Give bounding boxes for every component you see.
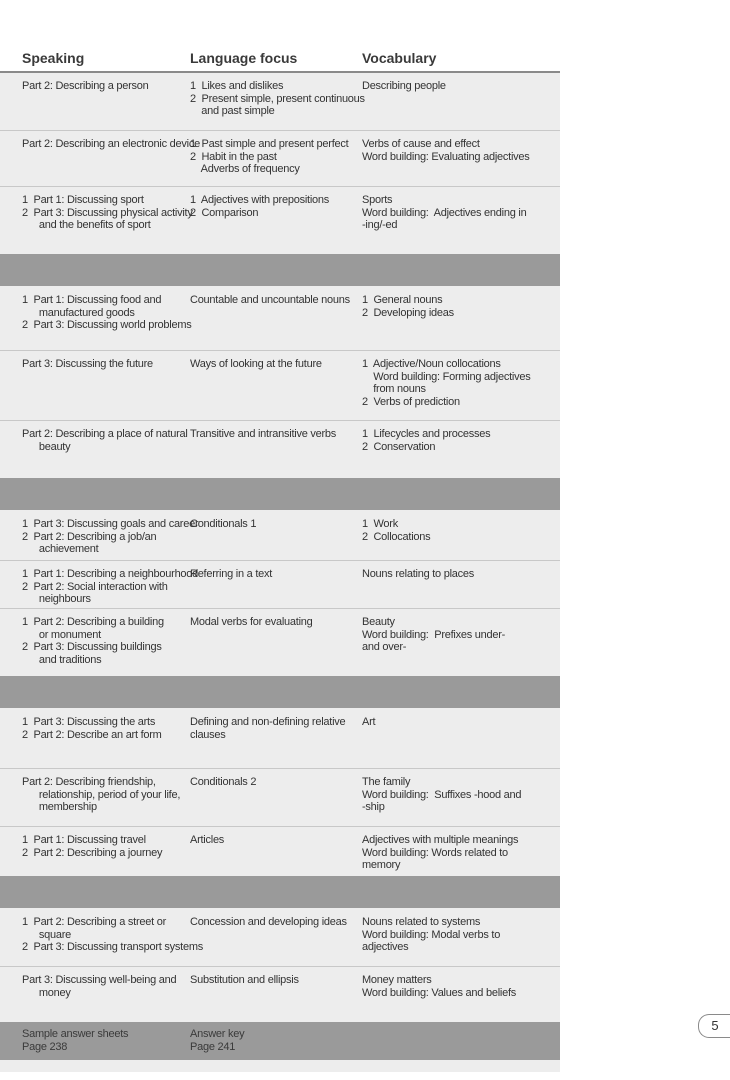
vocabulary-cell xyxy=(362,294,552,319)
cell-line: 2 Verbs of prediction xyxy=(362,395,460,408)
cell-line: 1 Past simple and present perfect xyxy=(190,138,349,150)
cell-line: 1 Likes and dislikes xyxy=(190,80,284,92)
table-row xyxy=(0,768,560,827)
speaking-cell xyxy=(22,616,184,666)
table-row xyxy=(0,130,560,187)
speaking-cell xyxy=(22,294,192,332)
column-header-vocabulary: Vocabulary xyxy=(362,50,437,66)
vocabulary-cell xyxy=(362,358,552,408)
language-focus-cell xyxy=(190,568,362,581)
table-row xyxy=(0,560,560,609)
vocabulary-cell xyxy=(362,80,552,93)
vocabulary-cell xyxy=(362,776,552,814)
cell-line: achievement xyxy=(22,543,99,555)
cell-line: neighbours xyxy=(22,593,91,605)
language-focus-cell xyxy=(190,294,362,307)
page-number-tab: 5 xyxy=(698,1014,730,1038)
language-focus-cell xyxy=(190,428,362,441)
cell-line: 1 Adjective/Noun collocations xyxy=(362,358,501,370)
cell-line: Referring in a text xyxy=(190,568,273,580)
speaking-cell xyxy=(22,428,188,453)
table-row xyxy=(0,350,560,421)
footer-line: Answer key xyxy=(190,1028,245,1040)
vocabulary-cell xyxy=(362,716,552,729)
cell-line: from nouns xyxy=(362,383,426,395)
cell-line: Part 2: Describing a place of natural xyxy=(22,428,188,440)
cell-line: Part 3: Discussing the future xyxy=(22,358,153,370)
speaking-cell xyxy=(22,568,199,606)
language-focus-cell xyxy=(190,916,362,929)
cell-line: 2 Part 3: Discussing transport systems xyxy=(22,941,203,953)
cell-line: -ship xyxy=(362,801,385,813)
cell-line: Describing people xyxy=(362,80,446,92)
cell-line: Beauty xyxy=(362,616,395,628)
cell-line: 1 Part 2: Describing a street or xyxy=(22,916,166,928)
language-focus-cell xyxy=(190,974,362,987)
column-header-language-focus: Language focus xyxy=(190,50,298,66)
cell-line: 1 Lifecycles and processes xyxy=(362,428,491,440)
cell-line: Word building: Forming adjectives xyxy=(362,370,531,383)
cell-line: Transitive and intransitive verbs xyxy=(190,428,337,440)
cell-line: Word building: Suffixes -hood and xyxy=(362,788,522,801)
cell-line: Word building: Modal verbs to xyxy=(362,928,501,941)
footer-line: Sample answer sheets xyxy=(22,1028,129,1040)
footer-answer-key xyxy=(190,1028,362,1053)
cell-line: Adjectives with multiple meanings xyxy=(362,834,519,846)
cell-line: 2 Developing ideas xyxy=(362,306,454,319)
cell-line: Part 2: Describing a person xyxy=(22,80,149,92)
cell-line: relationship, period of your life, xyxy=(22,788,181,801)
vocabulary-cell xyxy=(362,834,552,872)
cell-line: Sports xyxy=(362,194,393,206)
footer-line: Page 241 xyxy=(190,1040,236,1053)
cell-line: Word building: Evaluating adjectives xyxy=(362,150,530,163)
cell-line: clauses xyxy=(190,728,226,741)
cell-line: 2 Part 3: Discussing physical activity xyxy=(22,206,193,219)
cell-line: 1 General nouns xyxy=(362,294,443,306)
cell-line: or monument xyxy=(22,628,101,641)
speaking-cell xyxy=(22,916,203,954)
speaking-cell xyxy=(22,776,184,814)
cell-line: and traditions xyxy=(22,653,102,666)
language-focus-cell xyxy=(190,518,362,531)
speaking-cell xyxy=(22,138,200,151)
speaking-cell xyxy=(22,358,184,371)
cell-line: Art xyxy=(362,716,376,728)
cell-line: Substitution and ellipsis xyxy=(190,974,299,986)
cell-line: 2 Present simple, present continuous xyxy=(190,92,365,105)
cell-line: Adverbs of frequency xyxy=(190,163,300,175)
cell-line: 1 Part 1: Discussing travel xyxy=(22,834,146,846)
cell-line: money xyxy=(22,986,71,999)
cell-line: and over- xyxy=(362,641,407,653)
cell-line: 2 Comparison xyxy=(190,206,259,219)
cell-line: Word building: Words related to xyxy=(362,846,508,859)
cell-line: 2 Conservation xyxy=(362,440,436,453)
cell-line: 2 Part 3: Discussing buildings xyxy=(22,641,162,653)
speaking-cell xyxy=(22,80,184,93)
table-row xyxy=(0,908,560,967)
table-row xyxy=(0,72,560,131)
cell-line: Nouns related to systems xyxy=(362,916,481,928)
language-focus-cell xyxy=(190,716,362,741)
speaking-cell xyxy=(22,716,184,741)
vocabulary-cell xyxy=(362,616,552,654)
cell-line: 2 Part 2: Describing a journey xyxy=(22,846,163,859)
cell-line: Ways of looking at the future xyxy=(190,358,322,370)
language-focus-cell xyxy=(190,138,362,176)
cell-line: Money matters xyxy=(362,974,432,986)
cell-line: 1 Part 3: Discussing goals and career xyxy=(22,518,199,530)
cell-line: 2 Part 2: Social interaction with xyxy=(22,580,168,593)
cell-line: 1 Part 1: Discussing sport xyxy=(22,194,144,206)
speaking-cell xyxy=(22,834,184,859)
vocabulary-cell xyxy=(362,916,552,954)
language-focus-cell xyxy=(190,194,362,219)
unit-band xyxy=(0,876,560,908)
unit-band xyxy=(0,676,560,708)
cell-line: square xyxy=(22,928,71,941)
cell-line: 2 Part 2: Describing a job/an xyxy=(22,530,157,543)
column-header-speaking: Speaking xyxy=(22,50,85,66)
cell-line: 2 Habit in the past xyxy=(190,150,277,163)
cell-line: 1 Adjectives with prepositions xyxy=(190,194,329,206)
cell-line: Part 2: Describing an electronic device xyxy=(22,138,200,150)
table-row xyxy=(0,420,560,479)
vocabulary-cell xyxy=(362,518,552,543)
unit-band xyxy=(0,254,560,286)
cell-line: Articles xyxy=(190,834,225,846)
table-row xyxy=(0,826,560,877)
cell-line: Part 3: Discussing well-being and xyxy=(22,974,177,986)
table-row xyxy=(0,510,560,561)
speaking-cell xyxy=(22,974,184,999)
vocabulary-cell xyxy=(362,428,552,453)
footer-line: Page 238 xyxy=(22,1040,68,1053)
cell-line: 2 Part 2: Describe an art form xyxy=(22,728,162,741)
language-focus-cell xyxy=(190,80,365,118)
cell-line: Concession and developing ideas xyxy=(190,916,347,928)
table-row xyxy=(0,966,560,1023)
cell-line: Nouns relating to places xyxy=(362,568,475,580)
cell-line: Word building: Adjectives ending in xyxy=(362,206,527,219)
cell-line: Conditionals 2 xyxy=(190,776,257,788)
cell-line: 1 Work xyxy=(362,518,398,530)
cell-line: 1 Part 3: Discussing the arts xyxy=(22,716,156,728)
language-focus-cell xyxy=(190,358,362,371)
cell-line: -ing/-ed xyxy=(362,219,398,231)
cell-line: memory xyxy=(362,859,401,871)
cell-line: Countable and uncountable nouns xyxy=(190,294,350,306)
vocabulary-cell xyxy=(362,194,552,232)
unit-band xyxy=(0,478,560,510)
cell-line: Defining and non-defining relative xyxy=(190,716,346,728)
language-focus-cell xyxy=(190,834,362,847)
cell-line: Part 2: Describing friendship, xyxy=(22,776,156,788)
cell-line: The family xyxy=(362,776,411,788)
cell-line: manufactured goods xyxy=(22,306,135,319)
vocabulary-cell xyxy=(362,568,552,581)
cell-line: Word building: Values and beliefs xyxy=(362,986,516,999)
speaking-cell xyxy=(22,518,199,556)
cell-line: and the benefits of sport xyxy=(22,219,151,231)
vocabulary-cell xyxy=(362,974,552,999)
footer-band xyxy=(0,1022,560,1060)
cell-line: Conditionals 1 xyxy=(190,518,257,530)
cell-line: 1 Part 1: Discussing food and xyxy=(22,294,162,306)
table-row xyxy=(0,608,560,677)
vocabulary-cell xyxy=(362,138,552,163)
language-focus-cell xyxy=(190,776,362,789)
cell-line: adjectives xyxy=(362,941,409,953)
cell-line: Modal verbs for evaluating xyxy=(190,616,313,628)
cell-line: 1 Part 2: Describing a building xyxy=(22,616,164,628)
cell-line: Verbs of cause and effect xyxy=(362,138,480,150)
language-focus-cell xyxy=(190,616,362,629)
cell-line: 2 Collocations xyxy=(362,530,431,543)
cell-line: beauty xyxy=(22,440,71,453)
table-row xyxy=(0,186,560,255)
footer-sample-answer-sheets xyxy=(22,1028,184,1053)
cell-line: membership xyxy=(22,801,97,813)
table-row xyxy=(0,286,560,351)
cell-line: and past simple xyxy=(190,105,275,117)
speaking-cell xyxy=(22,194,193,232)
cell-line: Word building: Prefixes under- xyxy=(362,628,506,641)
cell-line: 2 Part 3: Discussing world problems xyxy=(22,319,192,331)
table-row xyxy=(0,708,560,769)
cell-line: 1 Part 1: Describing a neighbourhood xyxy=(22,568,199,580)
